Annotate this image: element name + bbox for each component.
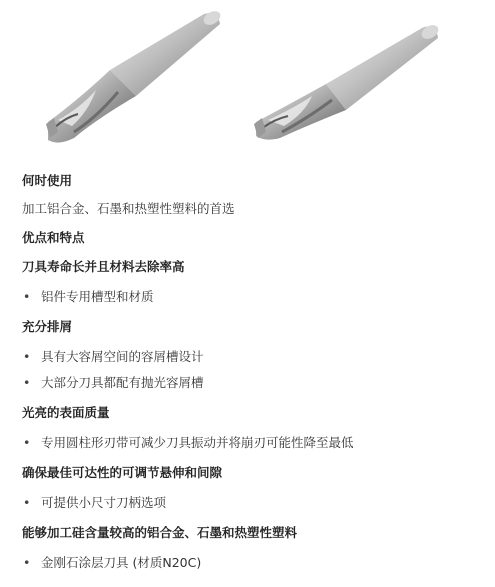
when-to-use-heading: 何时使用 — [22, 173, 73, 188]
high-silicon-list — [22, 554, 482, 572]
advantages-heading: 优点和特点 — [22, 230, 85, 245]
accessibility-heading: 确保最佳可达性的可调节悬伸和间隙 — [22, 465, 223, 480]
end-mill-image-right — [246, 0, 466, 160]
high-silicon-heading: 能够加工硅含量较高的铝合金、石墨和热塑性塑料 — [22, 525, 298, 540]
when-to-use-text: 加工铝合金、石墨和热塑性塑料的首选 — [22, 201, 235, 216]
end-mill-image-left — [18, 0, 238, 160]
list-item: • 大部分刀具都配有抛光容屑槽 — [22, 374, 482, 392]
list-item: • 专用圆柱形刃带可减少刀具振动并将崩刃可能性降至最低 — [22, 434, 482, 452]
surface-quality-heading: 光亮的表面质量 — [22, 405, 110, 420]
list-item: • 铝件专用槽型和材质 — [22, 288, 482, 306]
tool-life-heading: 刀具寿命长并且材料去除率高 — [22, 259, 185, 274]
list-item: • 金刚石涂层刀具 (材质N20C) — [22, 554, 482, 572]
list-item: • 具有大容屑空间的容屑槽设计 — [22, 348, 482, 366]
tool-life-list — [22, 288, 482, 306]
chip-evacuation-heading: 充分排屑 — [22, 319, 73, 334]
list-item: • 可提供小尺寸刀柄选项 — [22, 494, 482, 512]
accessibility-list — [22, 494, 482, 512]
surface-quality-list — [22, 434, 482, 452]
chip-evacuation-list — [22, 348, 482, 392]
product-image-row — [0, 0, 495, 160]
product-description — [22, 172, 482, 572]
